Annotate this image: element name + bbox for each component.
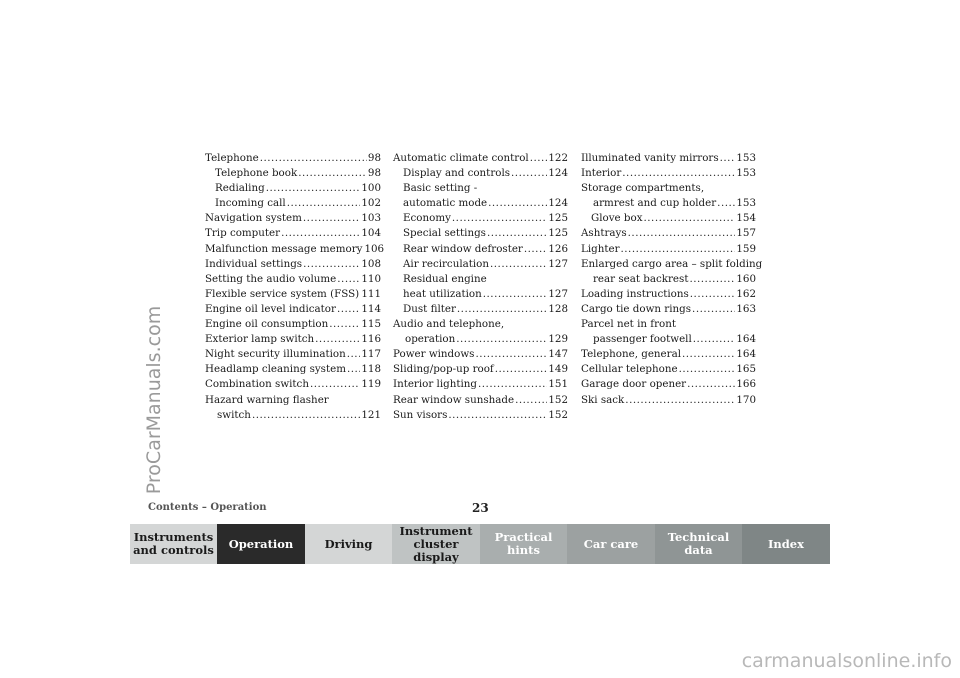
- toc-entry[interactable]: [393, 257, 568, 272]
- toc-entry-title: Economy: [403, 212, 451, 225]
- toc-page-number: 154: [736, 212, 756, 225]
- toc-entry-title: Interior: [581, 167, 622, 180]
- toc-entry-title: Telephone: [205, 152, 259, 164]
- toc-entry[interactable]: [205, 302, 381, 317]
- toc-leader-dots: [679, 362, 736, 377]
- toc-page-number: 152: [548, 393, 568, 406]
- toc-entry[interactable]: [205, 257, 381, 272]
- tab-driving[interactable]: [305, 524, 392, 564]
- toc-entry-heading[interactable]: Basic setting -: [403, 182, 478, 195]
- tab-label: Driving: [324, 536, 373, 551]
- toc-entry[interactable]: [581, 272, 756, 287]
- toc-page-number: 126: [548, 242, 568, 255]
- toc-entry[interactable]: [205, 317, 381, 332]
- toc-leader-dots: [303, 257, 360, 272]
- toc-entry-title: Rear window defroster: [403, 242, 523, 255]
- toc-leader-dots: [456, 332, 547, 347]
- toc-leader-dots: [644, 211, 736, 226]
- toc-entry[interactable]: [205, 226, 381, 241]
- toc-entry[interactable]: [581, 242, 756, 257]
- toc-page-number: 121: [361, 408, 381, 421]
- toc-entry-title: rear seat backrest: [593, 272, 689, 285]
- toc-leader-dots: [530, 151, 548, 166]
- toc-entry-title: Engine oil level indicator: [205, 302, 336, 315]
- toc-page-number: 124: [548, 197, 568, 210]
- toc-leader-dots: [692, 302, 735, 317]
- toc-entry[interactable]: [205, 377, 381, 392]
- toc-leader-dots: [457, 302, 547, 317]
- toc-page-number: 160: [736, 272, 756, 285]
- tab-label: cluster display: [413, 536, 459, 564]
- toc-entry-title: Telephone, general: [581, 348, 682, 361]
- toc-leader-dots: [487, 226, 547, 241]
- toc-entry[interactable]: [393, 166, 568, 181]
- tab-operation[interactable]: [217, 524, 305, 564]
- toc-leader-dots: [693, 332, 736, 347]
- toc-entry-title: Cellular telephone: [581, 363, 678, 376]
- contents-column-3: [581, 151, 763, 408]
- toc-entry-title: Dust filter: [403, 302, 456, 315]
- toc-leader-dots: [337, 302, 360, 317]
- toc-entry-title: Individual settings: [205, 257, 303, 270]
- toc-entry[interactable]: [581, 166, 756, 181]
- toc-leader-dots: [720, 151, 736, 166]
- toc-leader-dots: [315, 332, 360, 347]
- toc-entry-heading[interactable]: Audio and telephone,: [393, 318, 505, 331]
- toc-leader-dots: [511, 166, 547, 181]
- toc-page-number: 164: [736, 333, 756, 346]
- toc-entry-heading[interactable]: Hazard warning flasher: [205, 393, 329, 406]
- toc-entry[interactable]: [393, 226, 568, 241]
- toc-entry-title: Setting the audio volume: [205, 272, 337, 285]
- toc-page-number: 116: [361, 333, 381, 346]
- contents-column-1: [205, 151, 385, 423]
- toc-page-number: 165: [736, 363, 756, 376]
- toc-page-number: 111: [361, 287, 381, 300]
- toc-page-number: 110: [361, 272, 381, 285]
- toc-leader-dots: [478, 377, 547, 392]
- toc-entry[interactable]: [393, 408, 568, 423]
- toc-entry[interactable]: [581, 287, 756, 302]
- toc-page-number: 108: [361, 257, 381, 270]
- toc-entry[interactable]: [393, 151, 568, 166]
- toc-entry[interactable]: [205, 287, 381, 302]
- toc-entry[interactable]: [205, 166, 381, 181]
- toc-entry-title: Exterior lamp switch: [205, 333, 315, 346]
- toc-entry-heading[interactable]: Residual engine: [403, 272, 487, 285]
- toc-entry[interactable]: [205, 196, 381, 211]
- toc-page-number: 125: [548, 212, 568, 225]
- toc-entry-heading[interactable]: Storage compartments,: [581, 182, 705, 195]
- toc-leader-dots: [483, 287, 548, 302]
- toc-entry-title: Rear window sunshade: [393, 393, 515, 406]
- toc-entry[interactable]: [393, 362, 568, 377]
- tab-car-care[interactable]: [567, 524, 655, 564]
- toc-page-number: 153: [736, 167, 756, 180]
- toc-entry-title: Combination switch: [205, 378, 309, 391]
- toc-page-number: 164: [736, 348, 756, 361]
- toc-page-number: 114: [361, 302, 381, 315]
- toc-entry[interactable]: [205, 242, 385, 257]
- toc-entry-title: switch: [217, 408, 251, 421]
- toc-page-number: 162: [736, 287, 756, 300]
- toc-leader-dots: [515, 393, 547, 408]
- toc-leader-dots: [329, 317, 360, 332]
- toc-entry-title: Garage door opener: [581, 378, 687, 391]
- toc-leader-dots: [452, 211, 547, 226]
- toc-entry-title: heat utilization: [403, 287, 482, 300]
- toc-entry-title: automatic mode: [403, 197, 488, 210]
- toc-entry[interactable]: [205, 332, 381, 347]
- toc-entry-title: Special settings: [403, 227, 486, 240]
- toc-entry[interactable]: [581, 211, 756, 226]
- toc-entry-title: Trip computer: [205, 227, 281, 240]
- tab-label: Practical hints: [494, 530, 553, 557]
- toc-page-number: 104: [361, 227, 381, 240]
- toc-entry-title: Navigation system: [205, 212, 302, 225]
- toc-leader-dots: [298, 166, 367, 181]
- toc-entry-title: Loading instructions: [581, 287, 689, 300]
- toc-page-number: 127: [548, 287, 568, 300]
- toc-entry-title: Sliding/pop-up roof: [393, 363, 494, 376]
- toc-leader-dots: [490, 257, 547, 272]
- toc-entry-title: Glove box: [591, 212, 643, 225]
- contents-column-2: [393, 151, 568, 423]
- toc-entry[interactable]: [581, 151, 756, 166]
- toc-entry-title: Flexible service system (FSS): [205, 287, 360, 300]
- toc-entry-title: Display and controls: [403, 167, 511, 180]
- toc-leader-dots: [682, 347, 735, 362]
- toc-page-number: 128: [548, 302, 568, 315]
- toc-entry-title: Incoming call: [215, 197, 286, 210]
- toc-entry[interactable]: [581, 196, 756, 211]
- tab-label: Instruments: [133, 530, 214, 544]
- toc-leader-dots: [252, 408, 360, 423]
- toc-page-number: 106: [364, 242, 385, 255]
- toc-entry[interactable]: [393, 242, 568, 257]
- toc-page-number: 127: [548, 257, 568, 270]
- toc-leader-dots: [488, 196, 547, 211]
- toc-leader-dots: [281, 226, 360, 241]
- toc-page-number: 98: [367, 167, 381, 180]
- tab-label: Operation: [228, 536, 294, 551]
- toc-leader-dots: [495, 362, 548, 377]
- toc-entry-title: Malfunction message memory: [205, 242, 363, 255]
- section-title: Contents – Operation: [148, 502, 267, 513]
- toc-entry[interactable]: [393, 287, 568, 302]
- toc-entry-title: passenger footwell: [593, 333, 692, 346]
- toc-page-number: 147: [548, 348, 568, 361]
- toc-leader-dots: [690, 287, 736, 302]
- toc-page-number: 115: [361, 318, 381, 331]
- watermark-left-text: ProCarManuals.com: [143, 305, 165, 495]
- toc-leader-dots: [689, 272, 735, 287]
- watermark-bottom: carmanualsonline.info: [741, 650, 952, 672]
- toc-page-number: 122: [548, 152, 568, 164]
- toc-entry-heading[interactable]: Enlarged cargo area – split folding: [581, 257, 763, 270]
- tab-label: Index: [768, 536, 804, 551]
- toc-entry-title: Redialing: [215, 182, 265, 195]
- toc-entry[interactable]: [581, 332, 756, 347]
- toc-entry-title: Illuminated vanity mirrors: [581, 152, 719, 164]
- toc-leader-dots: [303, 211, 360, 226]
- toc-entry[interactable]: [581, 362, 756, 377]
- tab-index[interactable]: [742, 524, 830, 564]
- toc-page-number: 118: [361, 363, 381, 376]
- toc-page-number: 119: [361, 378, 381, 391]
- toc-page-number: 125: [548, 227, 568, 240]
- toc-page-number: 117: [361, 348, 381, 361]
- toc-page-number: 151: [548, 378, 568, 391]
- toc-entry[interactable]: [205, 362, 381, 377]
- tab-label: Car care: [583, 536, 639, 551]
- toc-entry-title: Ashtrays: [581, 227, 627, 240]
- toc-entry[interactable]: [393, 332, 568, 347]
- toc-leader-dots: [310, 377, 360, 392]
- toc-page-number: 159: [736, 242, 756, 255]
- toc-page-number: 152: [548, 408, 568, 421]
- section-tab-bar: [130, 524, 830, 564]
- toc-leader-dots: [475, 347, 547, 362]
- toc-entry-title: Interior lighting: [393, 378, 478, 391]
- toc-entry[interactable]: [581, 393, 756, 408]
- toc-leader-dots: [717, 196, 735, 211]
- tab-technical-data[interactable]: [655, 524, 742, 564]
- toc-leader-dots: [266, 181, 361, 196]
- toc-entry[interactable]: [205, 181, 381, 196]
- toc-leader-dots: [448, 408, 547, 423]
- toc-page-number: 149: [548, 363, 568, 376]
- toc-entry-title: Engine oil consumption: [205, 318, 329, 331]
- toc-page-number: 153: [736, 197, 756, 210]
- toc-entry-title: Telephone book: [215, 167, 298, 180]
- toc-leader-dots: [621, 242, 736, 257]
- toc-page-number: 100: [361, 182, 381, 195]
- toc-page-number: 166: [736, 378, 756, 391]
- tab-label: and controls: [133, 543, 214, 557]
- tab-label: data: [684, 543, 713, 557]
- toc-leader-dots: [687, 377, 735, 392]
- tab-label: Technical: [667, 530, 730, 544]
- toc-entry-title: armrest and cup holder: [593, 197, 717, 210]
- toc-page-number: 103: [361, 212, 381, 225]
- toc-page-number: 129: [548, 333, 568, 346]
- toc-entry[interactable]: [205, 151, 381, 166]
- toc-page-number: 157: [736, 227, 756, 240]
- toc-entry[interactable]: [581, 302, 756, 317]
- tab-practical-hints[interactable]: [480, 524, 567, 564]
- toc-entry[interactable]: [393, 302, 568, 317]
- toc-entry[interactable]: [205, 211, 381, 226]
- toc-leader-dots: [347, 347, 361, 362]
- toc-entry[interactable]: [393, 211, 568, 226]
- toc-page-number: 163: [736, 302, 756, 315]
- toc-entry-title: Lighter: [581, 242, 620, 255]
- toc-entry-title: operation: [405, 333, 456, 346]
- toc-page-number: 102: [361, 197, 381, 210]
- toc-leader-dots: [260, 151, 367, 166]
- toc-entry-title: Power windows: [393, 348, 475, 361]
- page-number: 23: [472, 501, 489, 515]
- toc-page-number: 170: [736, 393, 756, 406]
- toc-page-number: 153: [736, 152, 756, 164]
- toc-entry-title: Headlamp cleaning system: [205, 363, 346, 376]
- toc-entry-title: Ski sack: [581, 393, 625, 406]
- toc-entry[interactable]: [205, 272, 381, 287]
- toc-page-number: 98: [367, 152, 381, 164]
- toc-entry[interactable]: [205, 408, 381, 423]
- toc-leader-dots: [347, 362, 360, 377]
- toc-entry-title: Sun visors: [393, 408, 448, 421]
- toc-entry[interactable]: [393, 196, 568, 211]
- toc-entry-title: Night security illumination: [205, 348, 346, 361]
- toc-entry-title: Air recirculation: [403, 257, 490, 270]
- toc-entry-title: Automatic climate control: [393, 152, 529, 164]
- toc-leader-dots: [622, 166, 735, 181]
- toc-entry[interactable]: [581, 377, 756, 392]
- toc-entry-heading[interactable]: Parcel net in front: [581, 318, 676, 331]
- tab-label: Instrument: [399, 523, 473, 538]
- toc-entry[interactable]: [205, 347, 381, 362]
- toc-entry[interactable]: [393, 393, 568, 408]
- toc-leader-dots: [628, 226, 736, 241]
- toc-entry[interactable]: [581, 347, 756, 362]
- toc-entry[interactable]: [393, 347, 568, 362]
- toc-leader-dots: [287, 196, 361, 211]
- tab-instrument-cluster-display[interactable]: [392, 524, 480, 564]
- toc-leader-dots: [625, 393, 735, 408]
- toc-leader-dots: [337, 272, 360, 287]
- toc-entry[interactable]: [581, 226, 756, 241]
- toc-entry-title: Cargo tie down rings: [581, 302, 692, 315]
- tab-instruments-and-controls[interactable]: [130, 524, 217, 564]
- toc-page-number: 124: [548, 167, 568, 180]
- toc-leader-dots: [524, 242, 547, 257]
- toc-entry[interactable]: [393, 377, 568, 392]
